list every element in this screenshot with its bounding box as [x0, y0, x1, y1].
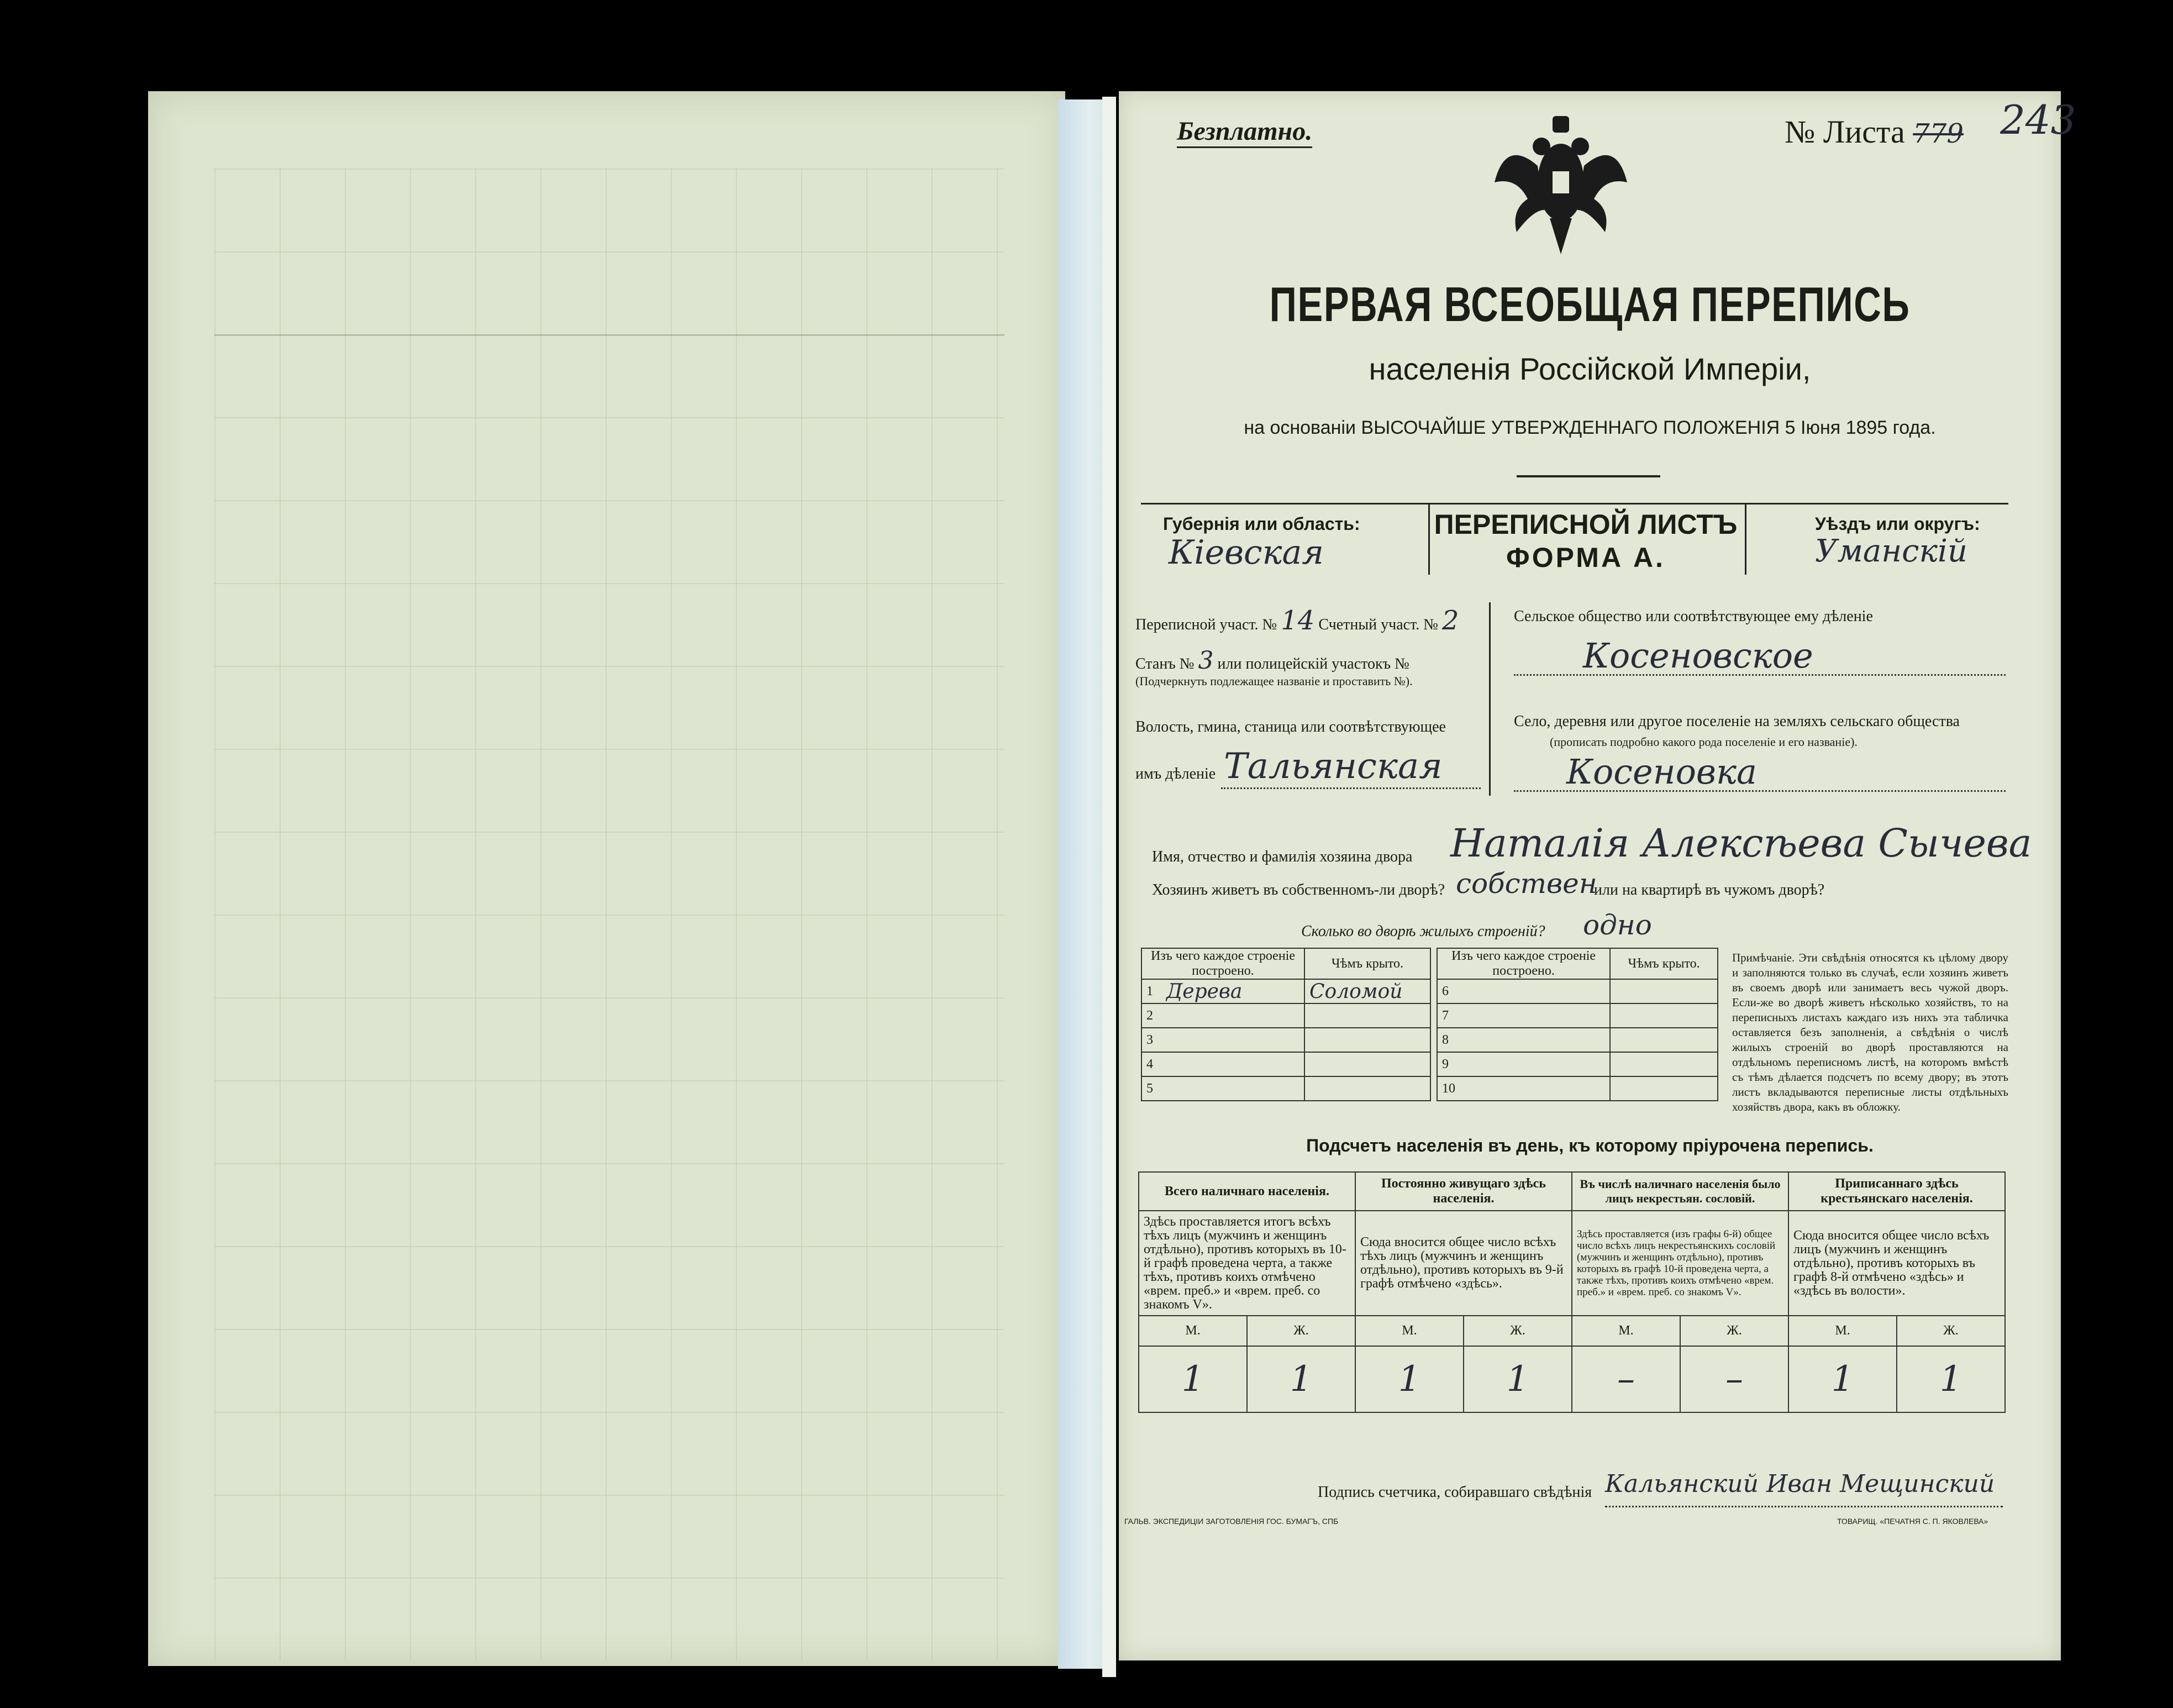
- signature-value: Кальянский Иван Мещинский: [1605, 1470, 1995, 1498]
- buildings-table-left: [1141, 948, 1431, 1101]
- noncrest-male: –: [1572, 1346, 1680, 1412]
- owner-name-label: Имя, отчество и фамилія хозяина двора: [1152, 848, 1413, 865]
- schet-label: Счетный участ. №: [1318, 616, 1438, 633]
- table-row: 3: [1141, 1028, 1430, 1052]
- buildings-label: Сколько во дворѣ жилыхъ строеній?: [1301, 923, 1545, 940]
- table-row: 10: [1437, 1076, 1718, 1101]
- material-cell: Дерева: [1162, 979, 1304, 1003]
- total-male: 1: [1139, 1346, 1247, 1412]
- total-female: 1: [1247, 1346, 1355, 1412]
- society-label: Сельское общество или соотвѣтствующее ему дѣленіе: [1514, 608, 1873, 625]
- form-title: ПЕРЕПИСНОЙ ЛИСТЪ: [1434, 509, 1738, 540]
- table-row: 5: [1141, 1076, 1430, 1101]
- peasant-female: 1: [1897, 1346, 2005, 1412]
- buildings-note: Примѣчаніе. Эти свѣдѣнія относятся къ цѣлому двору и заполняются только въ случаѣ, если хозяинъ живетъ въ своемъ дворѣ или занимаетъ весь чужой дворъ. Если-же во дворѣ живетъ нѣсколько хозяйствъ, то на переписныхъ листахъ каждаго изъ нихъ эта табличка оставляется безъ заполненія, а свѣдѣнія о числѣ жилыхъ строеній во дворѣ проставляются на отдѣльномъ переписномъ листѣ, на которомъ вмѣстѣ съ тѣмъ дѣлается подсчетъ по всему двору; въ этотъ листъ вкладываются переписные листы отдѣльныхъ хозяйствъ двора, какъ въ обложку.: [1732, 951, 2008, 1113]
- count-col-peasant-desc: Сюда вносится общее число всѣхъ лицъ (мужчинъ и женщинъ отдѣльно), противъ которыхъ въ графѣ 8-й отмѣчено «здѣсь» и «здѣсь въ волости».: [1788, 1211, 2005, 1316]
- form-subtitle: ФОРМА А.: [1506, 542, 1665, 573]
- count-col-noncrest-head: Въ числѣ наличнаго населенія было лицъ некрестьян. сословій.: [1572, 1172, 1788, 1211]
- buildings-value: одно: [1583, 909, 1652, 941]
- col-roof-header: Чѣмъ крыто.: [1304, 948, 1430, 979]
- uezd-label: Уѣздъ или округъ:: [1815, 514, 1980, 534]
- printer-right: ТОВАРИЩ. «ПЕЧАТНЯ С. П. ЯКОВЛЕВА»: [1837, 1517, 1988, 1526]
- bleed-through-grid: [214, 169, 1004, 1660]
- bleed-through-header: [214, 169, 1004, 336]
- col-material-header: Изъ чего каждое строеніе построено.: [1141, 948, 1304, 979]
- owner-lives-value: собствен: [1456, 868, 1597, 900]
- owner-lives-label: Хозяинъ живетъ въ собственномъ-ли дворѣ?: [1152, 881, 1445, 898]
- village-label: Село, деревня или другое поселеніе на земляхъ сельскаго общества: [1514, 713, 1960, 730]
- census-form-page: [1119, 91, 2076, 1660]
- table-row: 4: [1141, 1052, 1430, 1076]
- table-row: 6: [1437, 979, 1718, 1003]
- document-basis: на основаніи ВЫСОЧАЙШЕ УТВЕРЖДЕННАГО ПОЛОЖЕНІЯ 5 Іюня 1895 года.: [1244, 417, 1936, 438]
- printer-left: ГАЛЬВ. ЭКСПЕДИЦІИ ЗАГОТОВЛЕНІЯ ГОС. БУМАГЪ, СПБ: [1124, 1517, 1339, 1526]
- binding-edge: [1102, 97, 1116, 1677]
- village-value: Косеновка: [1566, 751, 1757, 792]
- count-col-noncrest-desc: Здѣсь проставляется (изъ графы 6-й) общее число всѣхъ лицъ некрестьянскихъ сословій (мужчинъ и женщинъ отдѣльно), противъ которыхъ въ графѣ 10-й проведена черта, а также тѣхъ, противъ коихъ отмѣчено «врем. преб.» и «врем. преб. со знакомъ V».: [1572, 1211, 1788, 1316]
- count-values-row: [1139, 1346, 2005, 1412]
- double-headed-eagle-emblem: [1495, 116, 1627, 260]
- table-row: 9: [1437, 1052, 1718, 1076]
- stan-label: Станъ №: [1135, 655, 1195, 672]
- table-row: 7: [1437, 1003, 1718, 1028]
- table-row: 8: [1437, 1028, 1718, 1052]
- uezd-value: Уманскій: [1815, 533, 1967, 569]
- document-title: ПЕРВАЯ ВСЕОБЩАЯ ПЕРЕПИСЬ: [1269, 277, 1911, 332]
- uchast-value: 14: [1281, 605, 1315, 636]
- sheet-number-label: № Листа: [1785, 114, 1905, 150]
- owner-name-value: Наталія Алексѣева Сычева: [1450, 821, 2032, 866]
- sheet-number-handwritten: 243: [2000, 97, 2076, 143]
- permanent-female: 1: [1464, 1346, 1572, 1412]
- sheet-number-struck: 779: [1913, 118, 1964, 149]
- block-divider: [1489, 602, 1491, 796]
- count-title: Подсчетъ населенія въ день, къ которому пріурочена перепись.: [1306, 1136, 1874, 1155]
- owner-lives-label-2: или на квартирѣ въ чужомъ дворѣ?: [1594, 881, 1825, 898]
- table-row: 1 Дерева Соломой: [1141, 979, 1430, 1003]
- count-col-total-head: Всего наличнаго населенія.: [1139, 1172, 1355, 1211]
- volost-label: Волость, гмина, станица или соотвѣтствующее: [1135, 718, 1446, 735]
- ornament-divider: [1517, 475, 1660, 477]
- schet-value: 2: [1441, 605, 1459, 636]
- noncrest-female: –: [1680, 1346, 1788, 1412]
- signature-label: Подпись счетчика, собиравшаго свѣдѣнія: [1318, 1484, 1592, 1501]
- permanent-male: 1: [1355, 1346, 1464, 1412]
- count-table: Всего наличнаго населенія. Постоянно живущаго здѣсь населенія. Въ числѣ наличнаго населенія было лицъ некрестьян. сословій. Приписаннаго здѣсь крестьянскаго населенія. Здѣсь проставляется итогъ всѣхъ тѣхъ лицъ (мужчинъ и женщинъ отдѣльно), противъ которыхъ въ 10-й графѣ проведена черта, а также тѣхъ, противъ коихъ отмѣчено «врем. преб.» и «врем. преб. со знакомъ V». Сюда вносится общее число всѣхъ тѣхъ лицъ (мужчинъ и женщинъ отдѣльно), противъ которыхъ въ 9-й графѣ отмѣчено «здѣсь». Здѣсь проставляется (изъ графы 6-й) общее число всѣхъ лицъ некрестьянскихъ сословій (мужчинъ и женщинъ отдѣльно), противъ которыхъ въ графѣ 10-й проведена черта, а также тѣхъ, противъ коихъ отмѣчено «врем. преб.» и «врем. преб. со знакомъ V». Сюда вносится общее число всѣхъ лицъ (мужчинъ и женщинъ отдѣльно), противъ которыхъ въ графѣ 8-й отмѣчено «здѣсь» и «здѣсь въ волости». М. Ж. М. Ж. М. Ж. М. Ж. 1 1 1 1 – – 1 1: [1138, 1171, 2006, 1413]
- gubernia-label: Губернія или область:: [1163, 514, 1360, 534]
- left-page: [148, 91, 1065, 1666]
- count-col-total-desc: Здѣсь проставляется итогъ всѣхъ тѣхъ лицъ (мужчинъ и женщинъ отдѣльно), противъ которыхъ въ 10-й графѣ проведена черта, а также тѣхъ, противъ коихъ отмѣчено «врем. преб.» и «врем. преб. со знакомъ V».: [1139, 1211, 1355, 1316]
- note-underline: (Подчеркнуть подлежащее названіе и проставить №).: [1135, 674, 1413, 688]
- volost-value: Тальянская: [1224, 746, 1443, 787]
- uchast-label: Переписной участ. №: [1135, 616, 1277, 633]
- count-col-permanent-head: Постоянно живущаго здѣсь населенія.: [1355, 1172, 1572, 1211]
- police-label: или полицейскій участокъ №: [1217, 655, 1409, 672]
- free-label: Безплатно.: [1177, 116, 1312, 148]
- count-col-peasant-head: Приписаннаго здѣсь крестьянскаго населенія.: [1788, 1172, 2005, 1211]
- gubernia-value: Кіевская: [1169, 533, 1324, 572]
- society-value: Косеновское: [1583, 635, 1813, 676]
- roof-cell: Соломой: [1304, 979, 1430, 1003]
- peasant-male: 1: [1788, 1346, 1897, 1412]
- stan-value: 3: [1198, 647, 1214, 675]
- buildings-table-right: Изъ чего каждое строеніе построено. Чѣмъ крыто. 6 7 8 9 10: [1437, 948, 1718, 1101]
- village-note: (прописать подробно какого рода поселеніе и его названіе).: [1550, 735, 1858, 749]
- table-row: 2: [1141, 1003, 1430, 1028]
- document-subtitle: населенія Россійской Имперіи,: [1369, 351, 1811, 386]
- volost-label-2: имъ дѣленіе: [1135, 765, 1216, 782]
- count-col-permanent-desc: Сюда вносится общее число всѣхъ тѣхъ лицъ (мужчинъ и женщинъ отдѣльно), противъ которыхъ въ 9-й графѣ отмѣчено «здѣсь».: [1355, 1211, 1572, 1316]
